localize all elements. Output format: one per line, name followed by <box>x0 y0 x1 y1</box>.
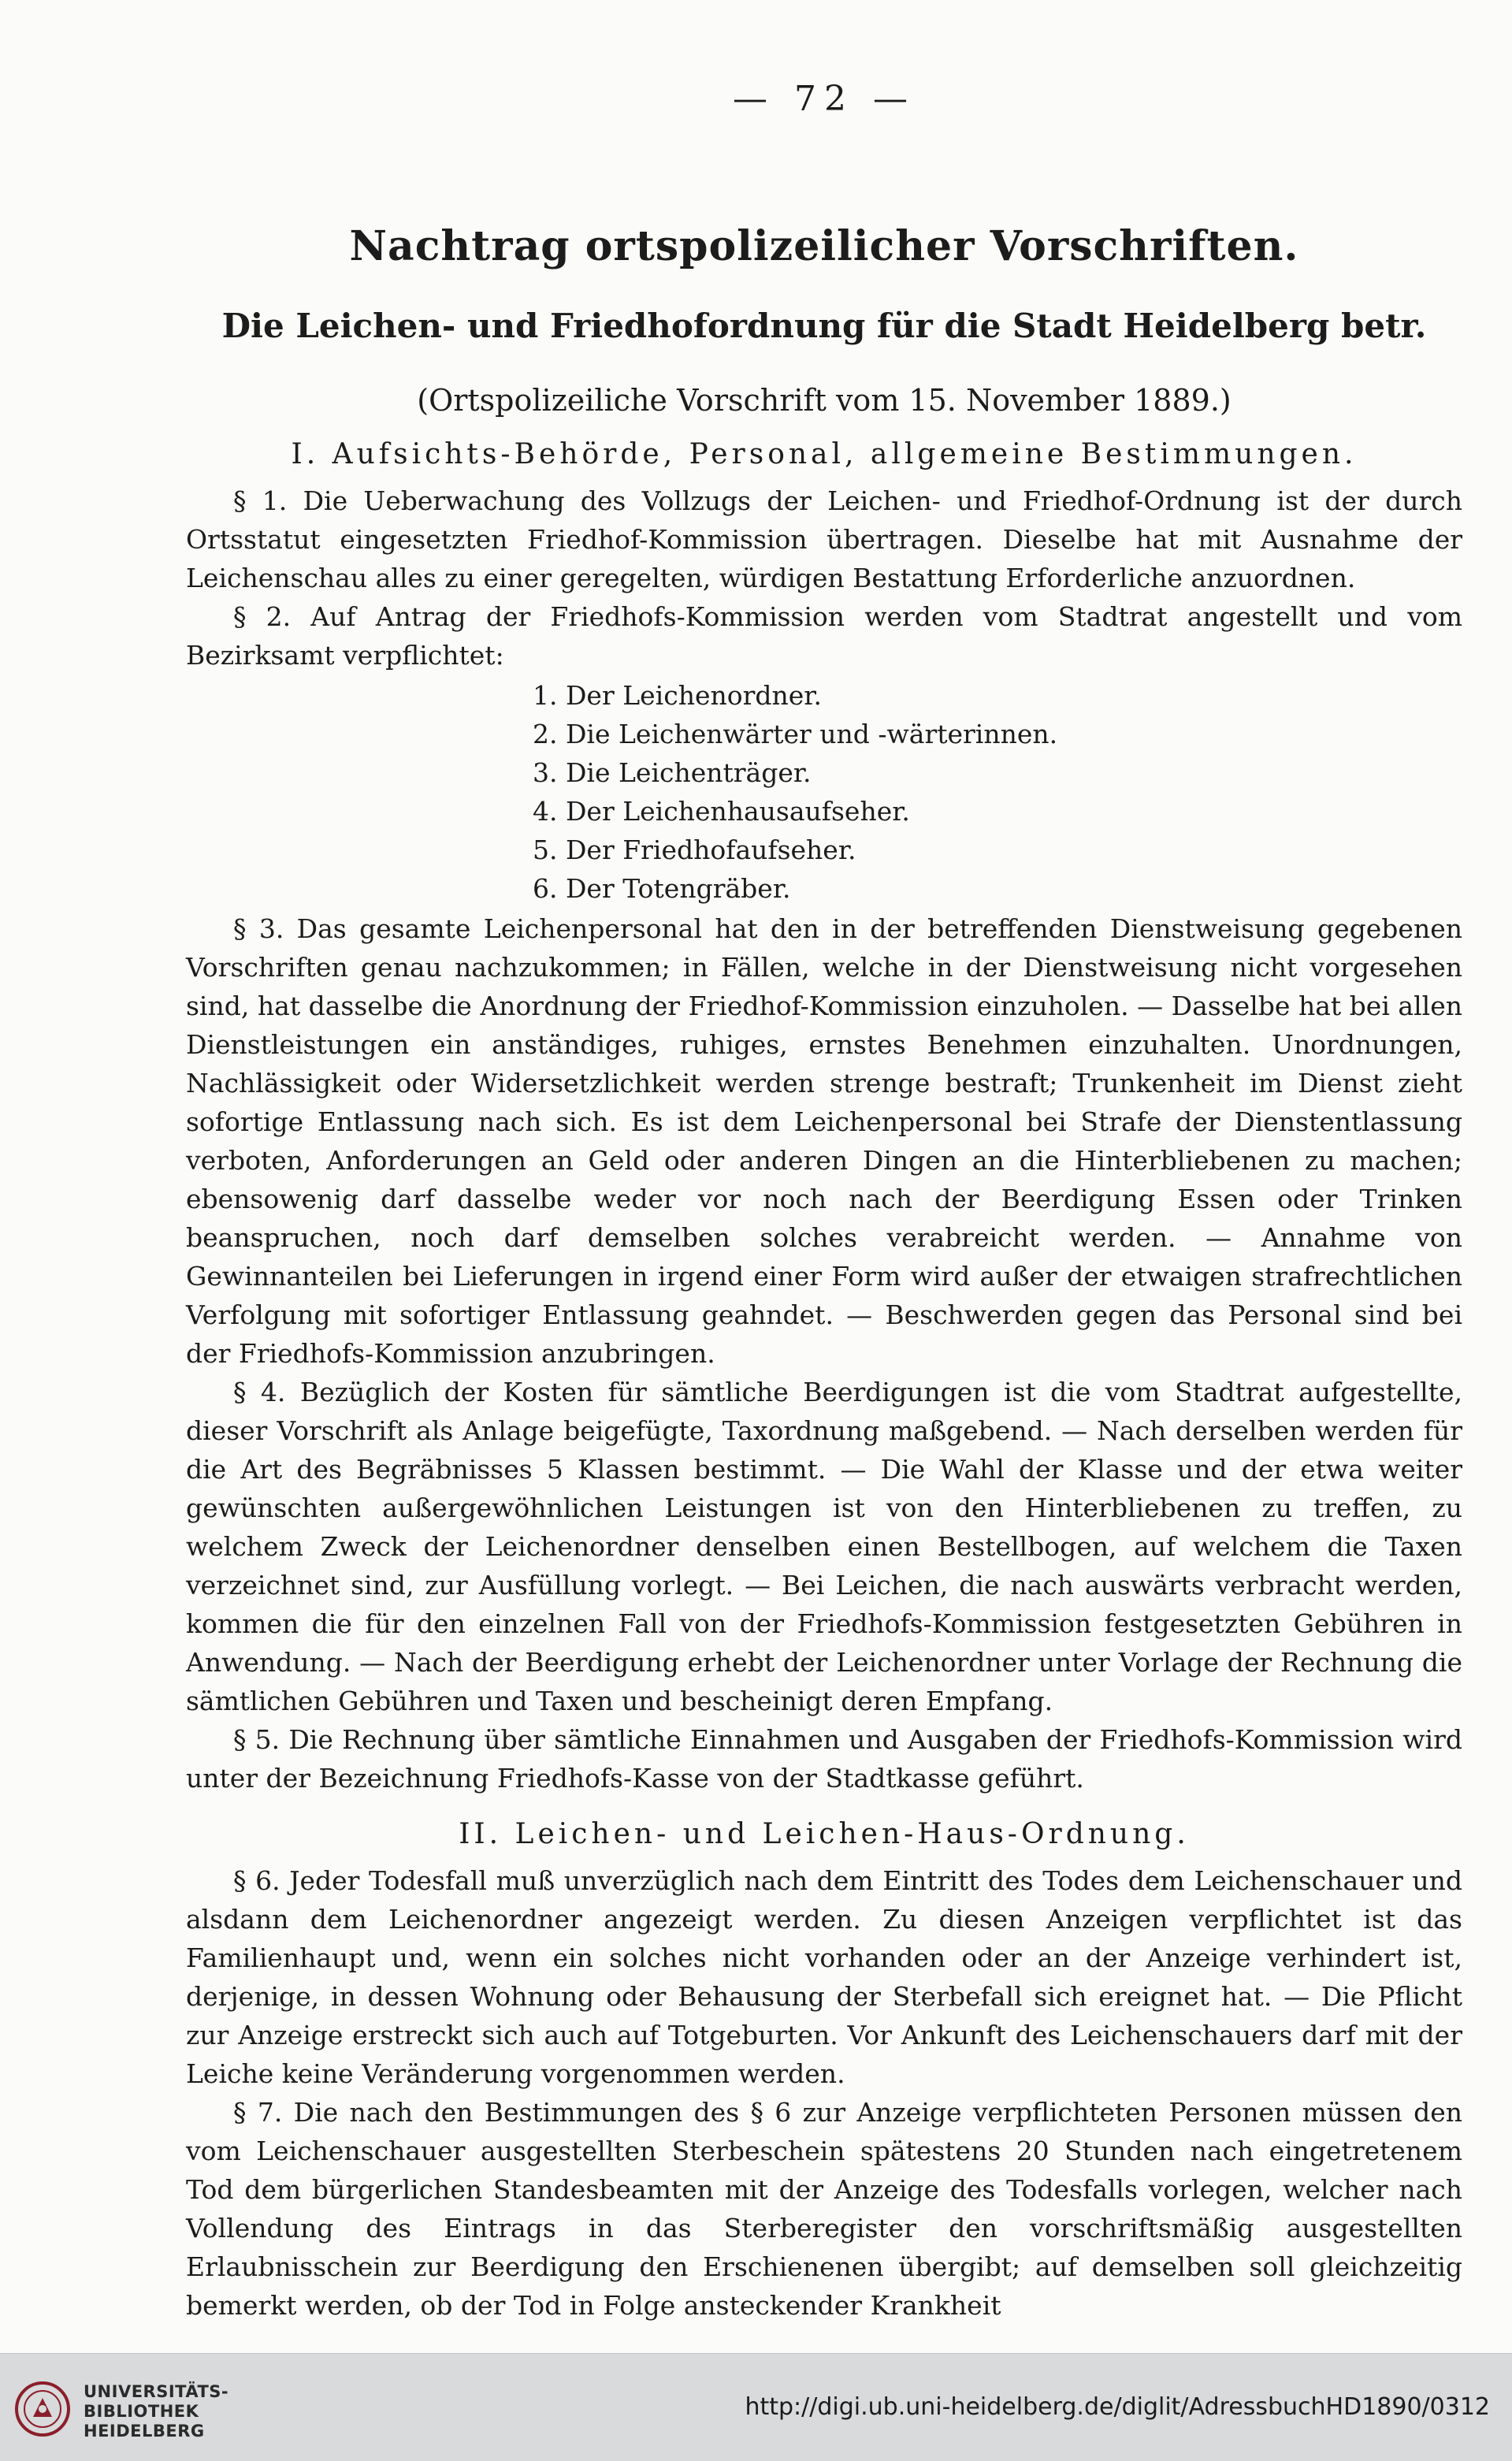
paragraph-5-text: § 5. Die Rechnung über sämtliche Einnahmen und Ausgaben der Friedhofs-Kommission wird unter der Bezeichnung Friedhofs-Kasse von der Stadtkasse geführt. <box>186 1724 1462 1794</box>
document-title: Nachtrag ortspolizeilicher Vorschriften. <box>349 222 1299 270</box>
logo-line: HEIDELBERG <box>84 2422 205 2441</box>
list-item: 5. Der Friedhofaufseher. <box>533 835 856 865</box>
section-heading-2: II. Leichen- und Leichen-Haus-Ordnung. <box>459 1818 1190 1850</box>
paragraph-5 <box>186 1720 1462 1797</box>
document-subtitle: Die Leichen- und Friedhofordnung für die Stadt Heidelberg betr. <box>221 307 1427 345</box>
section-heading-1: I. Aufsichts-Behörde, Personal, allgemeine Bestimmungen. <box>291 438 1358 470</box>
paragraph-7 <box>186 2093 1462 2325</box>
paragraph-3 <box>186 909 1462 1373</box>
source-url-link[interactable]: http://digi.ub.uni-heidelberg.de/diglit/AdressbuchHD1890/0312 <box>745 2393 1490 2421</box>
list-item: 1. Der Leichenordner. <box>533 680 822 711</box>
paragraph-7-text: § 7. Die nach den Bestimmungen des § 6 zur Anzeige verpflichteten Personen müssen den vom Leichenschauer ausgestellten Sterbeschein spätestens 20 Stunden nach eingetretenem Tod dem bürgerlichen Standesbeamten mit der Anzeige des Todesfalls vorlegen, welcher nach Vollendung des Eintrags in das Sterberegister den vorschriftsmäßig ausgestellten Erlaubnisschein zur Beerdigung den Erschienenen übergibt; auf demselben soll gleichzeitig bemerkt werden, ob der Tod in Folge ansteckender Krankheit <box>186 2097 1462 2321</box>
university-library-logo-icon <box>14 2381 71 2437</box>
paragraph-4-text: § 4. Bezüglich der Kosten für sämtliche Beerdigungen ist die vom Stadtrat aufgestellte, dieser Vorschrift als Anlage beigefügte, Taxordnung maßgebend. — Nach derselben werden für die Art des Begräbnisses 5 Klassen bestimmt. — Die Wahl der Klasse und der etwa weiter gewünschten außergewöhnlichen Leistungen ist von den Hinterbliebenen zu treffen, zu welchem Zweck der Leichenordner denselben einen Bestellbogen, auf welchem die Taxen verzeichnet sind, zur Ausfüllung vorlegt. — Bei Leichen, die nach auswärts verbracht werden, kommen die für den einzelnen Fall von der Friedhofs-Kommission festgesetzten Gebühren in Anwendung. — Nach der Beerdigung erhebt der Leichenordner unter Vorlage der Rechnung die sämtlichen Gebühren und Taxen und bescheinigt deren Empfang. <box>186 1377 1462 1716</box>
paragraph-4 <box>186 1373 1462 1720</box>
list-item: 6. Der Totengräber. <box>533 873 791 904</box>
decree-date: (Ortspolizeiliche Vorschrift vom 15. November 1889.) <box>417 383 1232 418</box>
paragraph-6-text: § 6. Jeder Todesfall muß unverzüglich nach dem Eintritt des Todes dem Leichenschauer und alsdann dem Leichenordner angezeigt werden. Zu diesen Anzeigen verpflichtet ist das Familienhaupt und, wenn ein solches nicht vorhanden oder an der Anzeige verhindert ist, derjenige, in dessen Wohnung oder Behausung der Sterbefall sich ereignet hat. — Die Pflicht zur Anzeige erstreckt sich auch auf Totgeburten. Vor Ankunft des Leichenschauers darf mit der Leiche keine Veränderung vorgenommen werden. <box>186 1865 1462 2089</box>
paragraph-1-text: § 1. Die Ueberwachung des Vollzugs der Leichen- und Friedhof-Ordnung ist der durch Ortsstatut eingesetzten Friedhof-Kommission übertragen. Dieselbe hat mit Ausnahme der Leichenschau alles zu einer geregelten, würdigen Bestattung Erforderliche anzuordnen. <box>186 485 1462 593</box>
personnel-list <box>533 676 1462 908</box>
logo-line: UNIVERSITÄTS- <box>84 2382 229 2401</box>
page-content <box>186 79 1462 2325</box>
paragraph-3-text: § 3. Das gesamte Leichenpersonal hat den in der betreffenden Dienstweisung gegebenen Vorschriften genau nachzukommen; in Fällen, welche in der Dienstweisung nicht vorgesehen sind, hat dasselbe die Anordnung der Friedhof-Kommission einzuholen. — Dasselbe hat bei allen Dienstleistungen ein anständiges, ruhiges, ernstes Benehmen einzuhalten. Unordnungen, Nachlässigkeit oder Widersetzlichkeit werden strenge bestraft; Trunkenheit im Dienst zieht sofortige Entlassung nach sich. Es ist dem Leichenpersonal bei Strafe der Dienstentlassung verboten, Anforderungen an Geld oder anderen Dingen an die Hinterbliebenen zu machen; ebensowenig darf dasselbe weder vor noch nach der Beerdigung Essen oder Trinken beanspruchen, noch darf demselben solches verabreicht werden. — Annahme von Gewinnanteilen bei Lieferungen in irgend einer Form wird außer der etwaigen strafrechtlichen Verfolgung mit sofortiger Entlassung geahndet. — Beschwerden gegen das Personal sind bei der Friedhofs-Kommission anzubringen. <box>186 913 1462 1369</box>
list-item: 2. Die Leichenwärter und -wärterinnen. <box>533 719 1058 749</box>
page-number: — 72 — <box>733 79 916 119</box>
paragraph-2 <box>186 597 1462 675</box>
paragraph-2-text: § 2. Auf Antrag der Friedhofs-Kommission werden vom Stadtrat angestellt und vom Bezirksamt verpflichtet: <box>186 601 1462 671</box>
paragraph-6 <box>186 1861 1462 2093</box>
logo-line: BIBLIOTHEK <box>84 2402 199 2421</box>
list-item: 4. Der Leichenhausaufseher. <box>533 796 910 827</box>
list-item: 3. Die Leichenträger. <box>533 757 812 788</box>
paragraph-1 <box>186 481 1462 597</box>
library-name <box>84 2382 228 2441</box>
footer-bar <box>0 2353 1512 2461</box>
